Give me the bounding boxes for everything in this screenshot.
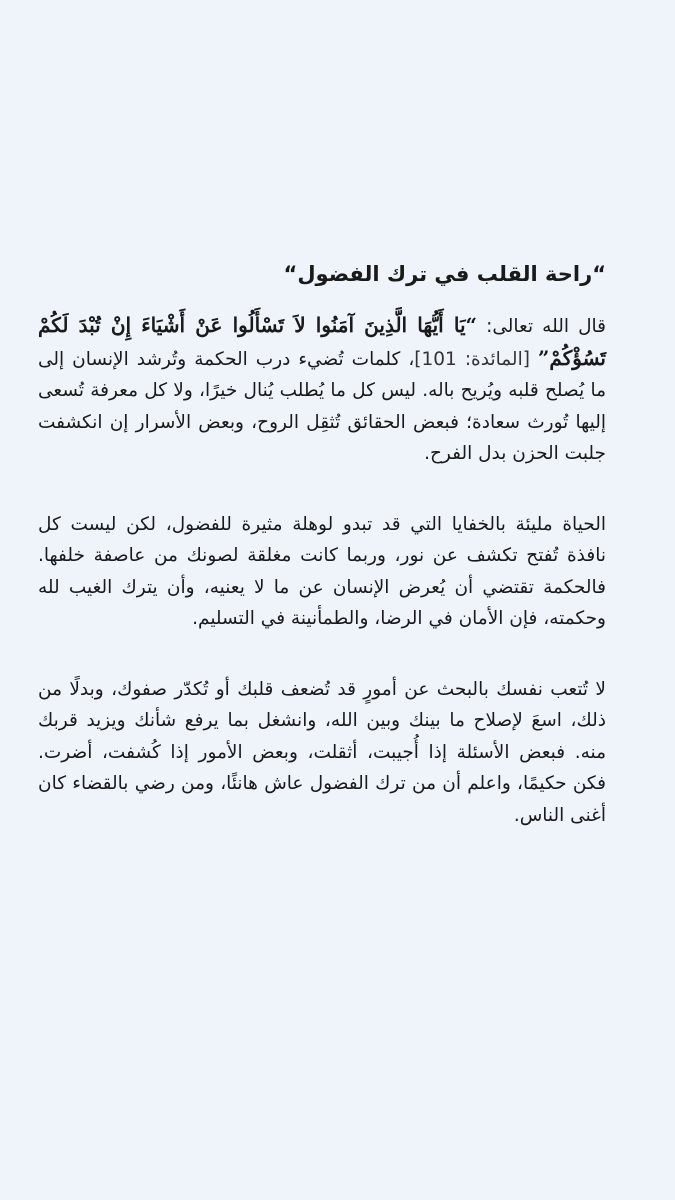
paragraph-2: الحياة مليئة بالخفايا التي قد تبدو لوهلة مثيرة للفضول، لكن ليست كل نافذة تُفتح تكشف عن نور، وربما كانت مغلقة لصونك من عاصفة خلفها. فالحكمة تقتضي أن يُعرض الإنسان عن ما لا يعنيه، وأن يترك الغيب لله وحكمته، فإن الأمان في الرضا، والطمأنينة في التسليم.	[38, 513, 606, 629]
article	[38, 256, 606, 870]
verse-intro: قال الله تعالى:	[477, 316, 606, 337]
paragraph-1-text: ، كلمات تُضيء درب الحكمة وتُرشد الإنسان إلى ما يُصلح قلبه ويُريح باله. ليس كل ما يُطلب يُنال خيرًا، ولا كل معرفة تُسعى إليها تُورث سعادة؛ فبعض الحقائق تُثقِل الروح، وبعض الأسرار إن انكشفت جلبت الحزن بدل الفرح.	[38, 348, 606, 464]
quran-verse: “يَا أَيُّهَا الَّذِينَ آمَنُوا لاَ تَسْأَلُوا عَنْ أَشْيَاءَ إِنْ تُبْدَ لَكُمْ تَسُؤْكُمْ”	[38, 313, 606, 370]
article-title: “راحة القلب في ترك الفضول“	[283, 262, 606, 286]
verse-reference: [المائدة: 101]	[414, 348, 538, 370]
paragraph-3: لا تُتعب نفسك بالبحث عن أمورٍ قد تُضعف قلبك أو تُكدّر صفوك، وبدلًا من ذلك، اسعَ لإصلاح ما بينك وبين الله، وانشغل بما يرفع شأنك ويزيد قربك منه. فبعض الأسئلة إذا أُجيبت، أثقلت، وبعض الأمور إذا كُشفت، أضرت. فكن حكيمًا، واعلم أن من ترك الفضول عاش هانئًا، ومن رضي بالقضاء كان أغنى الناس.	[38, 678, 606, 826]
paragraph-1	[38, 310, 606, 470]
